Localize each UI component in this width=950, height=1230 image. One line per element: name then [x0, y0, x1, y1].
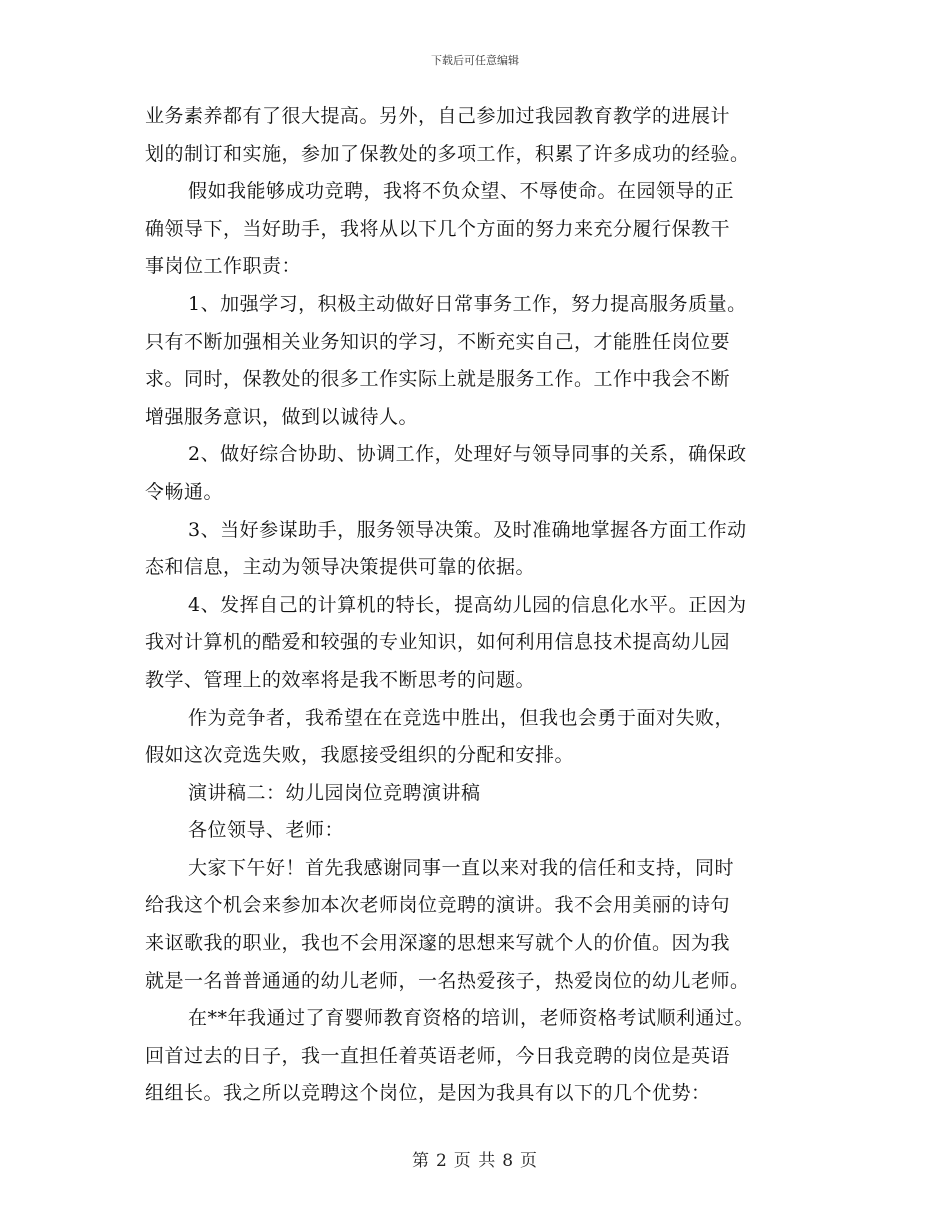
text-line: 假如我能够成功竞聘，我将不负众望、不辱使命。在园领导的正 — [188, 180, 735, 203]
footer-current-page: 2 — [435, 1151, 448, 1171]
text-line: 态和信息，主动为领导决策提供可靠的依据。 — [145, 556, 536, 579]
footer-prefix: 第 — [411, 1151, 430, 1171]
text-line: 确领导下，当好助手，我将从以下几个方面的努力来充分履行保教干 — [145, 217, 731, 240]
footer-suffix: 页 — [520, 1151, 539, 1171]
document-body — [145, 98, 815, 1113]
footer-middle: 页 共 — [453, 1151, 497, 1171]
text-line: 假如这次竞选失败，我愿接受组织的分配和安排。 — [145, 744, 575, 767]
page-footer — [0, 1146, 950, 1171]
text-line: 划的制订和实施，参加了保教处的多项工作，积累了许多成功的经验。 — [145, 142, 750, 165]
text-line: 事岗位工作职责： — [145, 255, 302, 278]
text-line: 只有不断加强相关业务知识的学习，不断充实自己，才能胜任岗位要 — [145, 330, 731, 353]
text-line: 回首过去的日子，我一直担任着英语老师，今日我竞聘的岗位是英语 — [145, 1044, 731, 1067]
text-line: 4、发挥自己的计算机的特长，提高幼儿园的信息化水平。正因为 — [188, 593, 747, 616]
text-line: 来讴歌我的职业，我也不会用深邃的思想来写就个人的价值。因为我 — [145, 932, 731, 955]
text-line: 在**年我通过了育婴师教育资格的培训，老师资格考试顺利通过。 — [188, 1007, 755, 1030]
text-line: 作为竞争者，我希望在在竞选中胜出，但我也会勇于面对失败， — [188, 706, 735, 729]
text-line: 2、做好综合协助、协调工作，处理好与领导同事的关系，确保政 — [188, 443, 747, 466]
text-line: 求。同时，保教处的很多工作实际上就是服务工作。工作中我会不断 — [145, 368, 731, 391]
text-line: 演讲稿二：幼儿园岗位竞聘演讲稿 — [188, 781, 481, 804]
text-line: 大家下午好！首先我感谢同事一直以来对我的信任和支持，同时 — [188, 856, 735, 879]
footer-total-pages: 8 — [502, 1151, 515, 1171]
text-line: 组组长。我之所以竞聘这个岗位，是因为我具有以下的几个优势： — [145, 1082, 711, 1105]
text-line: 教学、管理上的效率将是我不断思考的问题。 — [145, 668, 536, 691]
text-line: 令畅通。 — [145, 480, 224, 503]
text-line: 就是一名普普通通的幼儿老师，一名热爱孩子，热爱岗位的幼儿老师。 — [145, 969, 750, 992]
text-line: 增强服务意识，做到以诚待人。 — [145, 405, 419, 428]
page-header: 下载后可任意编辑 — [431, 54, 519, 67]
text-line: 1、加强学习，积极主动做好日常事务工作，努力提高服务质量。 — [188, 292, 747, 315]
text-line: 3、当好参谋助手，服务领导决策。及时准确地掌握各方面工作动 — [188, 518, 747, 541]
text-line: 各位领导、老师： — [188, 819, 345, 842]
text-line: 给我这个机会来参加本次老师岗位竞聘的演讲。我不会用美丽的诗句 — [145, 894, 731, 917]
text-line: 业务素养都有了很大提高。另外，自己参加过我园教育教学的进展计 — [145, 105, 731, 127]
text-line: 我对计算机的酷爱和较强的专业知识，如何利用信息技术提高幼儿园 — [145, 631, 731, 654]
